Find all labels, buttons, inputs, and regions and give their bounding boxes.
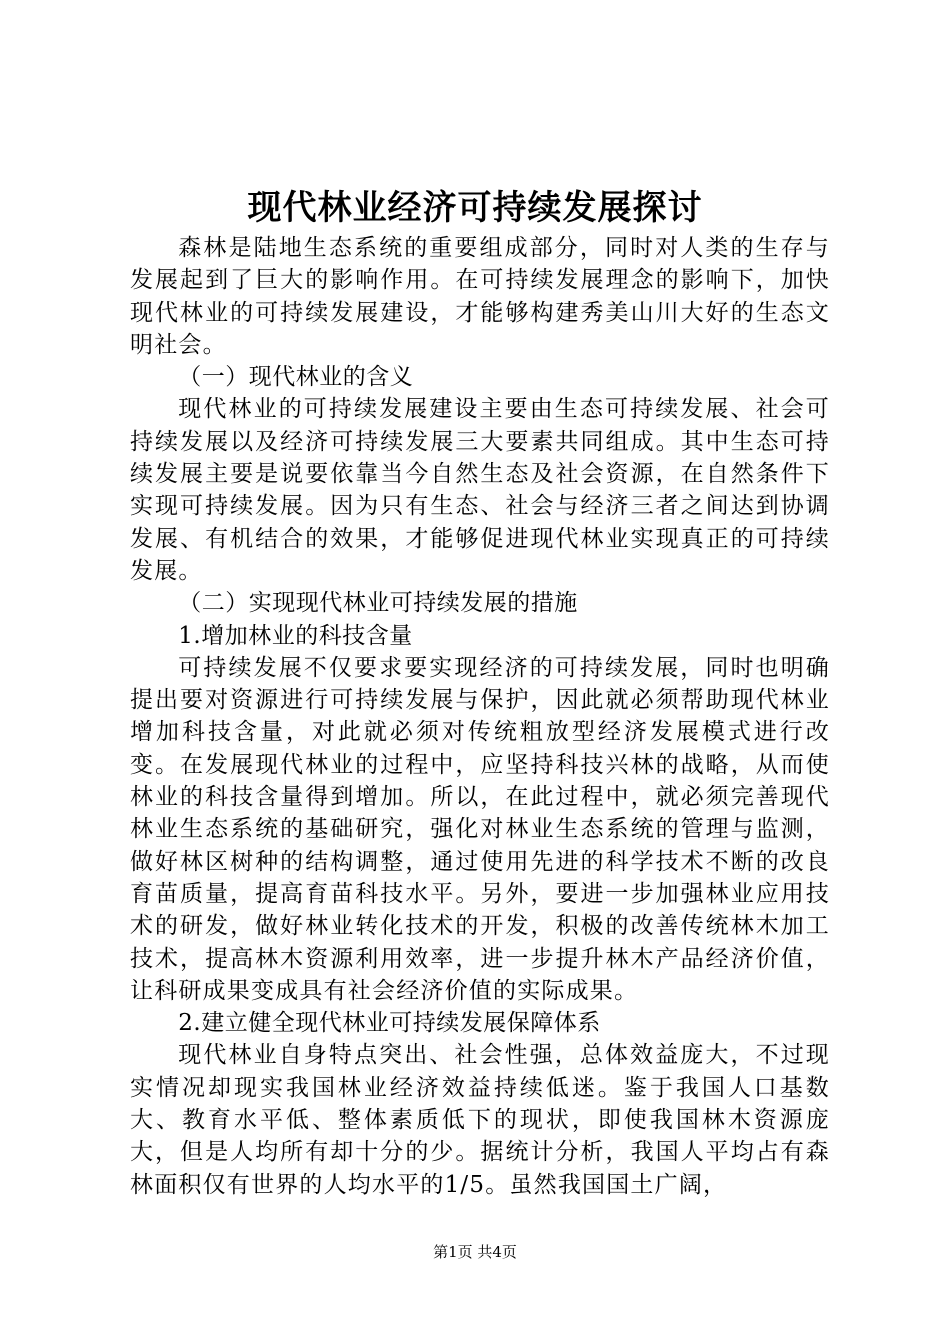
subsection-heading-1: 1.增加林业的科技含量 bbox=[178, 622, 413, 649]
page-footer: 第1页 共4页 bbox=[433, 1243, 517, 1261]
paragraph-intro: 森林是陆地生态系统的重要组成部分，同时对人类的生存与发展起到了巨大的影响作用。在可持续发展理念的影响下，加快现代林业的可持续发展建设，才能够构建秀美山川大好的生态文明社会。 bbox=[130, 235, 830, 358]
section-heading-2: （二）实现现代林业可持续发展的措施 bbox=[178, 590, 578, 617]
subsection-heading-2: 2.建立健全现代林业可持续发展保障体系 bbox=[178, 1010, 601, 1037]
paragraph-technology: 可持续发展不仅要求要实现经济的可持续发展，同时也明确提出要对资源进行可持续发展与保护，因此就必须帮助现代林业增加科技含量，对此就必须对传统粗放型经济发展模式进行改变。在发展现代林业的过程中，应坚持科技兴林的战略，从而使林业的科技含量得到增加。所以，在此过程中，就必须完善现代林业生态系统的基础研究，强化对林业生态系统的管理与监测，做好林区树种的结构调整，通过使用先进的科学技术不断的改良育苗质量，提高育苗科技水平。另外，要进一步加强林业应用技术的研发，做好林业转化技术的开发，积极的改善传统林木加工技术，提高林木资源利用效率，进一步提升林木产品经济价值，让科研成果变成具有社会经济价值的实际成果。 bbox=[130, 654, 830, 1004]
document-title: 现代林业经济可持续发展探讨 bbox=[247, 188, 703, 228]
document-body bbox=[130, 232, 830, 1201]
paragraph-definition: 现代林业的可持续发展建设主要由生态可持续发展、社会可持续发展以及经济可持续发展三大要素共同组成。其中生态可持续发展主要是说要依靠当今自然生态及社会资源，在自然条件下实现可持续发展。因为只有生态、社会与经济三者之间达到协调发展、有机结合的效果，才能够促进现代林业实现真正的可持续发展。 bbox=[130, 396, 830, 584]
paragraph-safeguard: 现代林业自身特点突出、社会性强，总体效益庞大，不过现实情况却现实我国林业经济效益持续低迷。鉴于我国人口基数大、教育水平低、整体素质低下的现状，即使我国林木资源庞大，但是人均所有却十分的少。据统计分析，我国人平均占有森林面积仅有世界的人均水平的1/5。虽然我国国土广阔， bbox=[130, 1042, 830, 1198]
section-heading-1: （一）现代林业的含义 bbox=[178, 364, 414, 391]
